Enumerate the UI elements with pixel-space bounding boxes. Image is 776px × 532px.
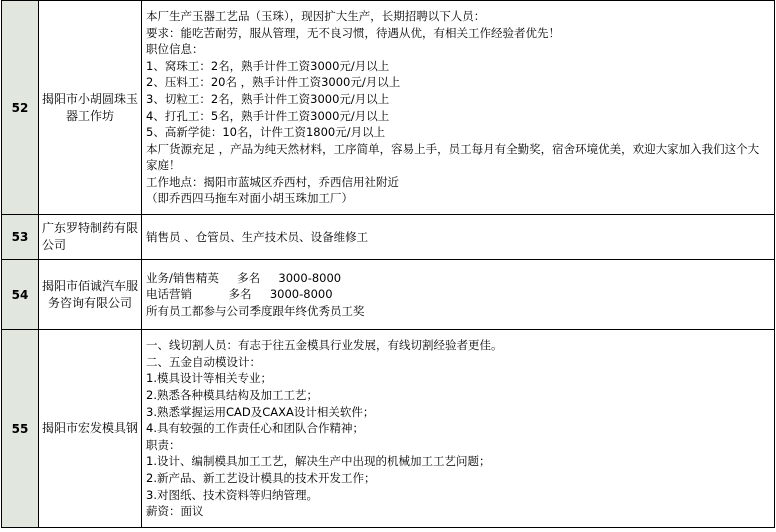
company-name: 广东罗特制药有限公司 [39, 215, 142, 260]
description-line: 3、切粒工：2名，熟手计件工资3000元/月以上 [146, 91, 390, 106]
description-line: 4、打孔工：5名，熟手计件工资3000元/月以上 [146, 108, 390, 123]
table-row [2, 1, 775, 215]
company-name: 揭阳市佰诚汽车服务咨询有限公司 [39, 260, 142, 330]
description-line: 5、高新学徒：10名，计件工资1800元/月以上 [146, 125, 386, 140]
row-number: 53 [2, 215, 39, 260]
job-description [142, 260, 775, 330]
job-description [142, 215, 775, 260]
description-line: 二、五金自动模设计： [146, 354, 261, 369]
company-name: 揭阳市小胡圆珠玉器工作坊 [39, 1, 142, 215]
table-row [2, 260, 775, 330]
description-line: 1.模具设计等相关专业； [146, 371, 272, 386]
description-line: 本厂生产玉器工艺品（玉珠），现因扩大生产，长期招聘以下人员： [146, 8, 486, 23]
job-description [142, 330, 775, 528]
job-listing-table [1, 0, 775, 528]
description-line: 薪资：面议 [146, 504, 204, 519]
description-line: 职责： [146, 437, 181, 452]
table-row [2, 215, 775, 260]
description-line: 工作地点：揭阳市蓝城区乔西村，乔西信用社附近 [146, 174, 399, 189]
row-number: 54 [2, 260, 39, 330]
description-line: 一、线切割人员：有志于往五金模具行业发展，有线切割经验者更佳。 [146, 338, 503, 353]
description-line: 2.熟悉各种模具结构及加工工艺； [146, 388, 318, 403]
description-line: 职位信息： [146, 42, 204, 57]
description-line: 1、窝珠工：2名，熟手计件工资3000元/月以上 [146, 58, 390, 73]
description-line: 2、压料工：20名 ，熟手计件工资3000元/月以上 [146, 75, 401, 90]
description-line: 要求：能吃苦耐劳，服从管理，无不良习惯，待遇从优，有相关工作经验者优先！ [146, 25, 560, 40]
description-line: 所有员工都参与公司季度跟年终优秀员工奖 [146, 303, 365, 318]
table-row [2, 330, 775, 528]
company-name: 揭阳市宏发模具钢 [39, 330, 142, 528]
description-line: （即乔西四马拖车对面小胡玉珠加工厂） [146, 191, 353, 206]
description-line: 电话营销 多名 3000-8000 [146, 287, 333, 302]
description-line: 4.具有较强的工作责任心和团队合作精神； [146, 421, 364, 436]
description-line: 2.新产品、新工艺设计模具的技术开发工作； [146, 470, 376, 485]
row-number: 52 [2, 1, 39, 215]
description-line: 1.设计、编制模具加工工艺，解决生产中出现的机械加工工艺问题； [146, 454, 491, 469]
row-number: 55 [2, 330, 39, 528]
description-line: 本厂货源充足 ，产品为纯天然材料，工序简单，容易上手，员工每月有全勤奖，宿舍环境优美，欢迎大家加入我们这个大家庭！ [146, 141, 760, 173]
description-line: 3.熟悉掌握运用CAD及CAXA设计相关软件； [146, 404, 375, 419]
description-line: 3.对图纸、技术资料等归纳管理。 [146, 487, 318, 502]
job-description [142, 1, 775, 215]
description-line: 业务/销售精英 多名 3000-8000 [146, 270, 342, 285]
description-line: 销售员 、仓管员、生产技术员、设备维修工 [146, 229, 369, 244]
